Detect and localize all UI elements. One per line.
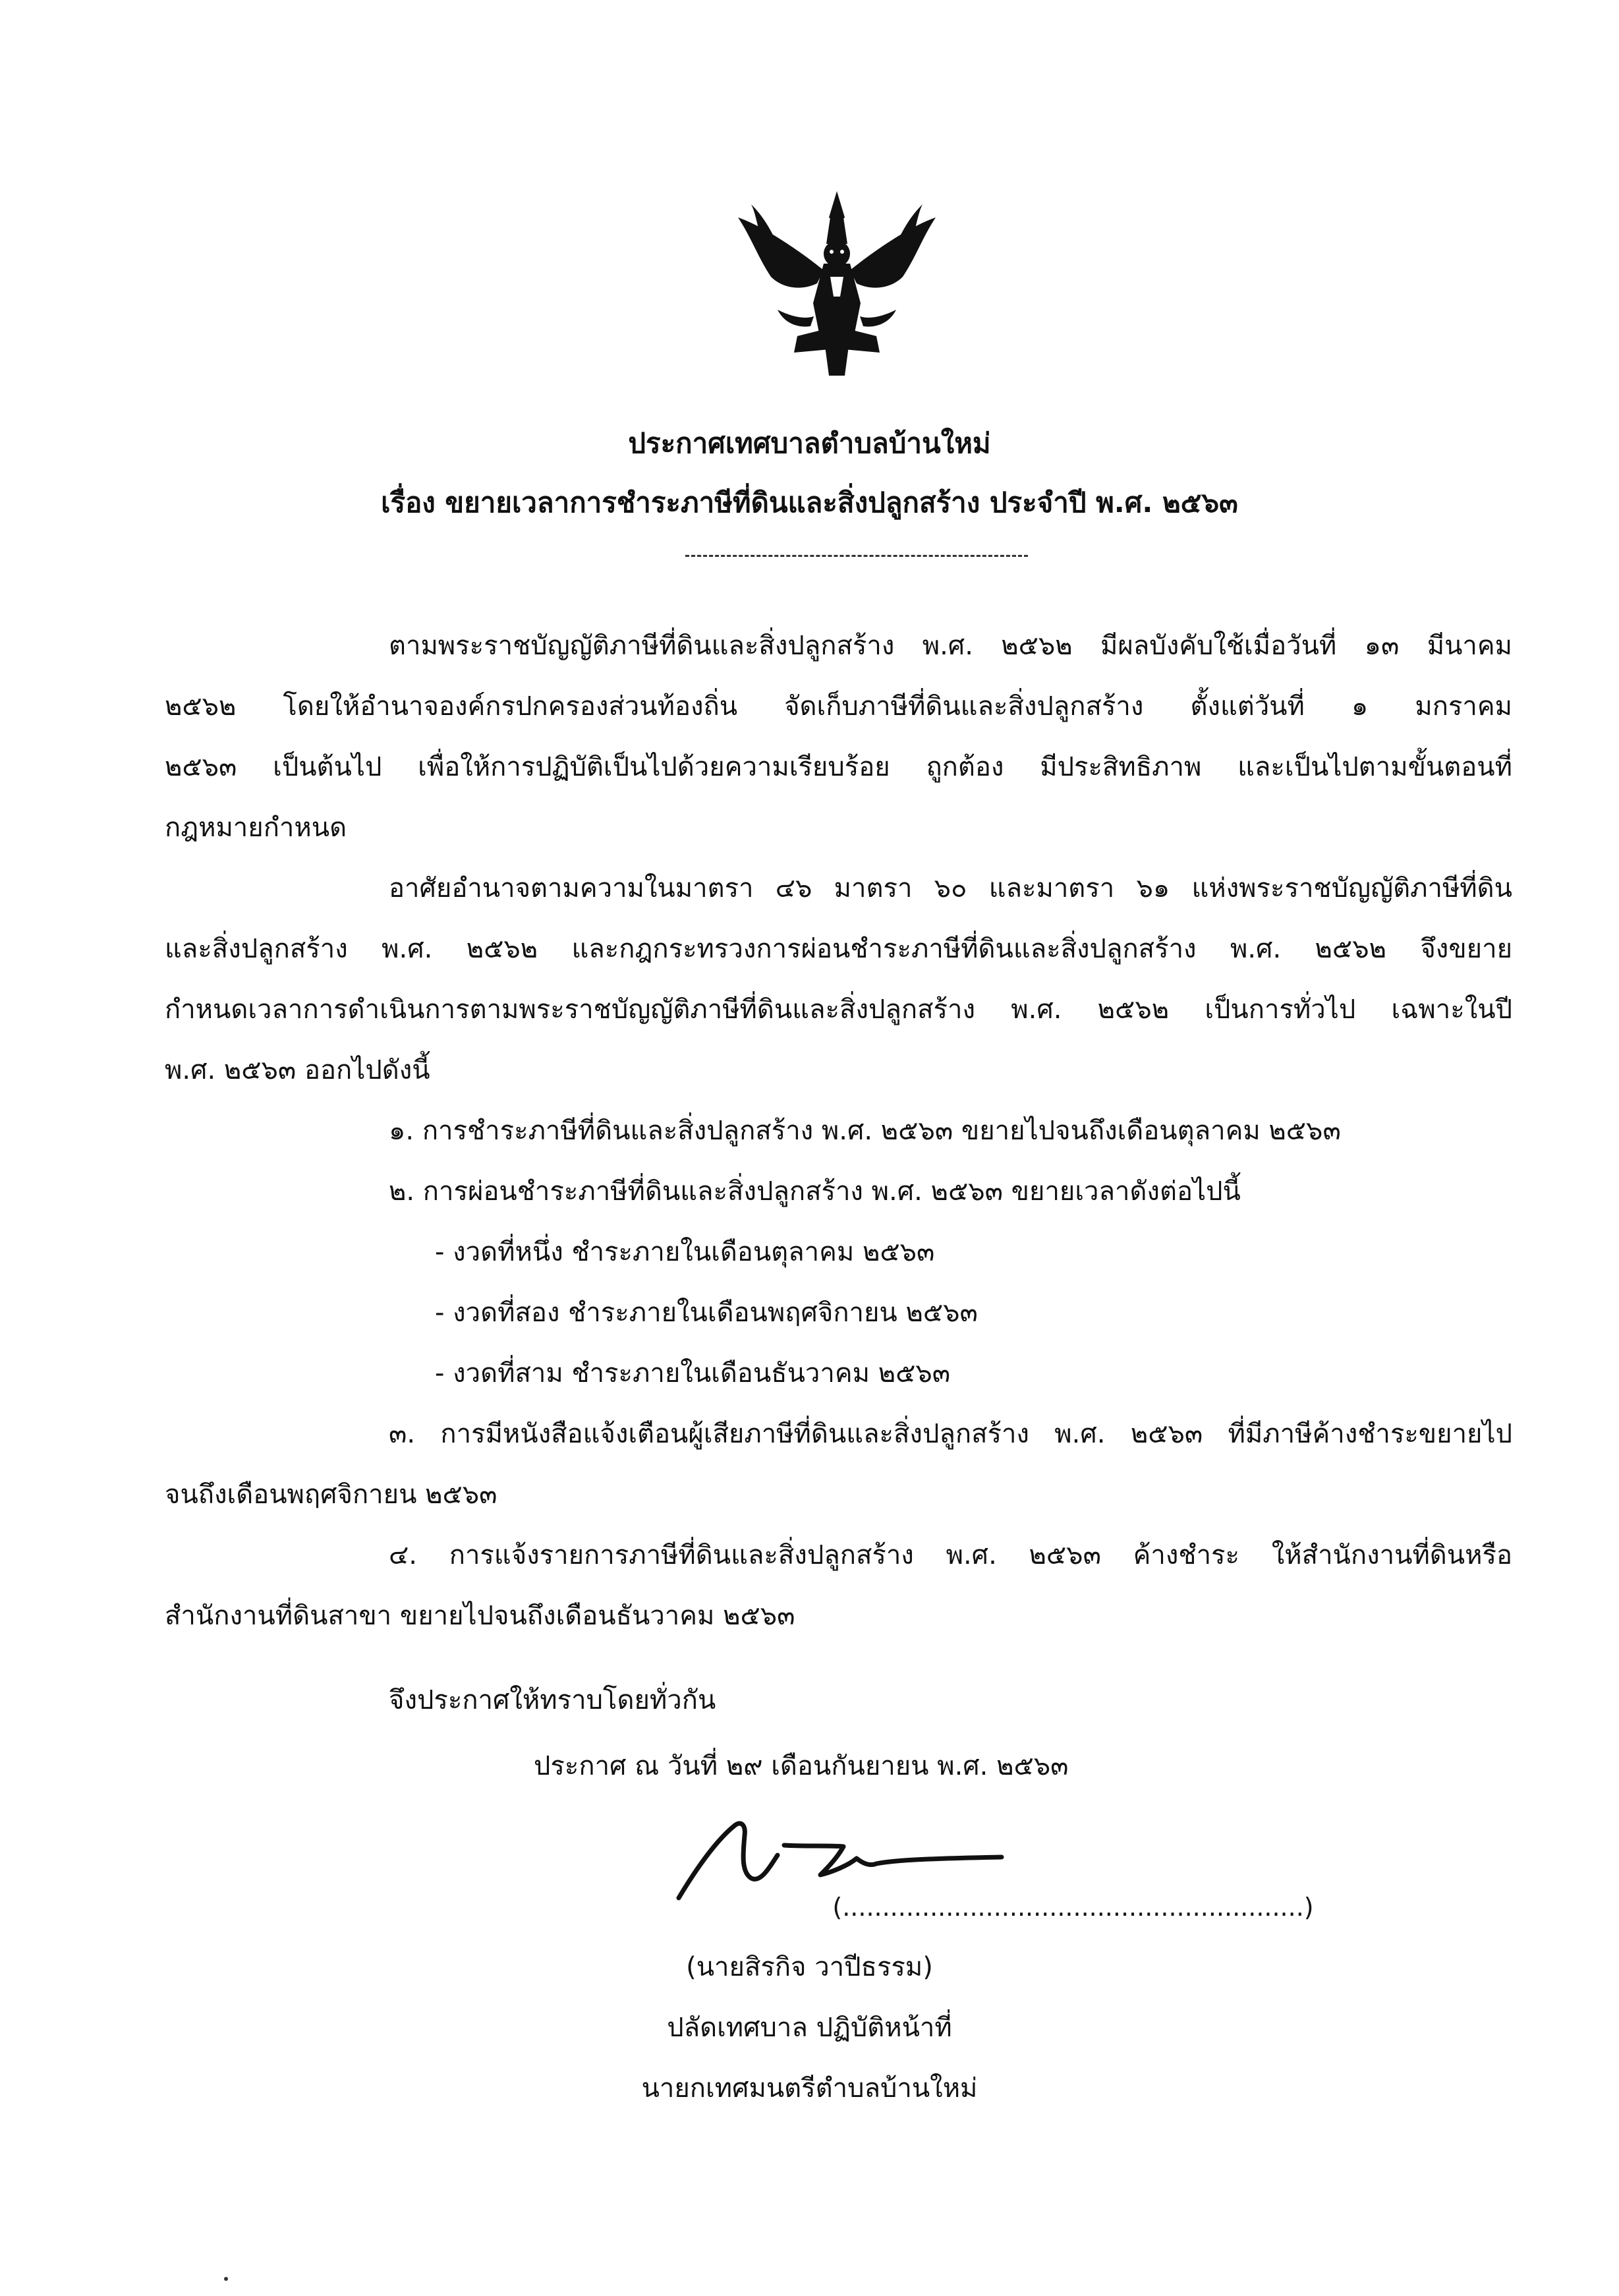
garuda-emblem-icon — [731, 178, 942, 395]
paragraph-line: ตามพระราชบัญญัติภาษีที่ดินและสิ่งปลูกสร้าง พ.ศ. ๒๕๖๒ มีผลบังคับใช้เมื่อวันที่ ๑๓ มีนาคม — [389, 631, 1512, 661]
paragraph-line: ๒๕๖๒ โดยให้อำนาจองค์กรปกครองส่วนท้องถิ่น จัดเก็บภาษีที่ดินและสิ่งปลูกสร้าง ตั้งแต่วันที่ ๑ มกราคม — [165, 691, 1512, 722]
paragraph-line: พ.ศ. ๒๕๖๓ ออกไปดังนี้ — [165, 1055, 430, 1085]
scan-speck — [224, 2277, 228, 2281]
list-item: ๒. การผ่อนชำระภาษีที่ดินและสิ่งปลูกสร้าง พ.ศ. ๒๕๖๓ ขยายเวลาดังต่อไปนี้ — [389, 1176, 1241, 1207]
paragraph-line: และสิ่งปลูกสร้าง พ.ศ. ๒๕๖๒ และกฎกระทรวงการผ่อนชำระภาษีที่ดินและสิ่งปลูกสร้าง พ.ศ. ๒๕๖๒ จึงขยาย — [165, 934, 1513, 964]
signatory-position: นายกเทศมนตรีตำบลบ้านใหม่ — [641, 2073, 978, 2104]
list-item-continued: สำนักงานที่ดินสาขา ขยายไปจนถึงเดือนธันวาคม ๒๕๖๓ — [165, 1601, 795, 1631]
paragraph-line: กฎหมายกำหนด — [165, 813, 347, 843]
list-item: ๑. การชำระภาษีที่ดินและสิ่งปลูกสร้าง พ.ศ. ๒๕๖๓ ขยายไปจนถึงเดือนตุลาคม ๒๕๖๓ — [389, 1116, 1341, 1146]
list-item: ๔. การแจ้งรายการภาษีที่ดินและสิ่งปลูกสร้าง พ.ศ. ๒๕๖๓ ค้างชำระ ให้สำนักงานที่ดินหรือ — [389, 1540, 1512, 1570]
signatory-name: (นายสิรกิจ วาปีธรรม) — [686, 1952, 933, 1982]
installment-item: - งวดที่สาม ชำระภายในเดือนธันวาคม ๒๕๖๓ — [435, 1358, 951, 1389]
title-divider — [685, 555, 1028, 557]
installment-item: - งวดที่สอง ชำระภายในเดือนพฤศจิกายน ๒๕๖๓ — [435, 1298, 978, 1328]
handwritten-signature — [672, 1806, 1015, 1905]
announcement-subject: เรื่อง ขยายเวลาการชำระภาษีที่ดินและสิ่งปลูกสร้าง ประจำปี พ.ศ. ๒๕๖๓ — [381, 486, 1238, 519]
announcement-date: ประกาศ ณ วันที่ ๒๙ เดือนกันยายน พ.ศ. ๒๕๖๓ — [534, 1751, 1069, 1781]
paragraph-line: ๒๕๖๓ เป็นต้นไป เพื่อให้การปฏิบัติเป็นไปด้วยความเรียบร้อย ถูกต้อง มีประสิทธิภาพ และเป็นไปตามขั้นตอนที่ — [165, 752, 1512, 782]
signatory-position: ปลัดเทศบาล ปฏิบัติหน้าที่ — [667, 2013, 952, 2043]
list-item: ๓. การมีหนังสือแจ้งเตือนผู้เสียภาษีที่ดินและสิ่งปลูกสร้าง พ.ศ. ๒๕๖๓ ที่มีภาษีค้างชำระขยายไป — [389, 1419, 1512, 1449]
signature-stroke — [672, 1806, 1015, 1905]
signature-blank: (..........................................................) — [832, 1893, 1314, 1922]
list-item-continued: จนถึงเดือนพฤศจิกายน ๒๕๖๓ — [165, 1479, 497, 1510]
paragraph-line: อาศัยอำนาจตามความในมาตรา ๔๖ มาตรา ๖๐ และมาตรา ๖๑ แห่งพระราชบัญญัติภาษีที่ดิน — [389, 873, 1512, 904]
paragraph-line: กำหนดเวลาการดำเนินการตามพระราชบัญญัติภาษีที่ดินและสิ่งปลูกสร้าง พ.ศ. ๒๕๖๒ เป็นการทั่วไป เฉพาะในปี — [165, 994, 1512, 1025]
installment-item: - งวดที่หนึ่ง ชำระภายในเดือนตุลาคม ๒๕๖๓ — [435, 1237, 935, 1267]
announcement-title: ประกาศเทศบาลตำบลบ้านใหม่ — [628, 427, 991, 459]
garuda-emblem-graphic — [731, 178, 942, 395]
closing-statement: จึงประกาศให้ทราบโดยทั่วกัน — [389, 1685, 716, 1715]
